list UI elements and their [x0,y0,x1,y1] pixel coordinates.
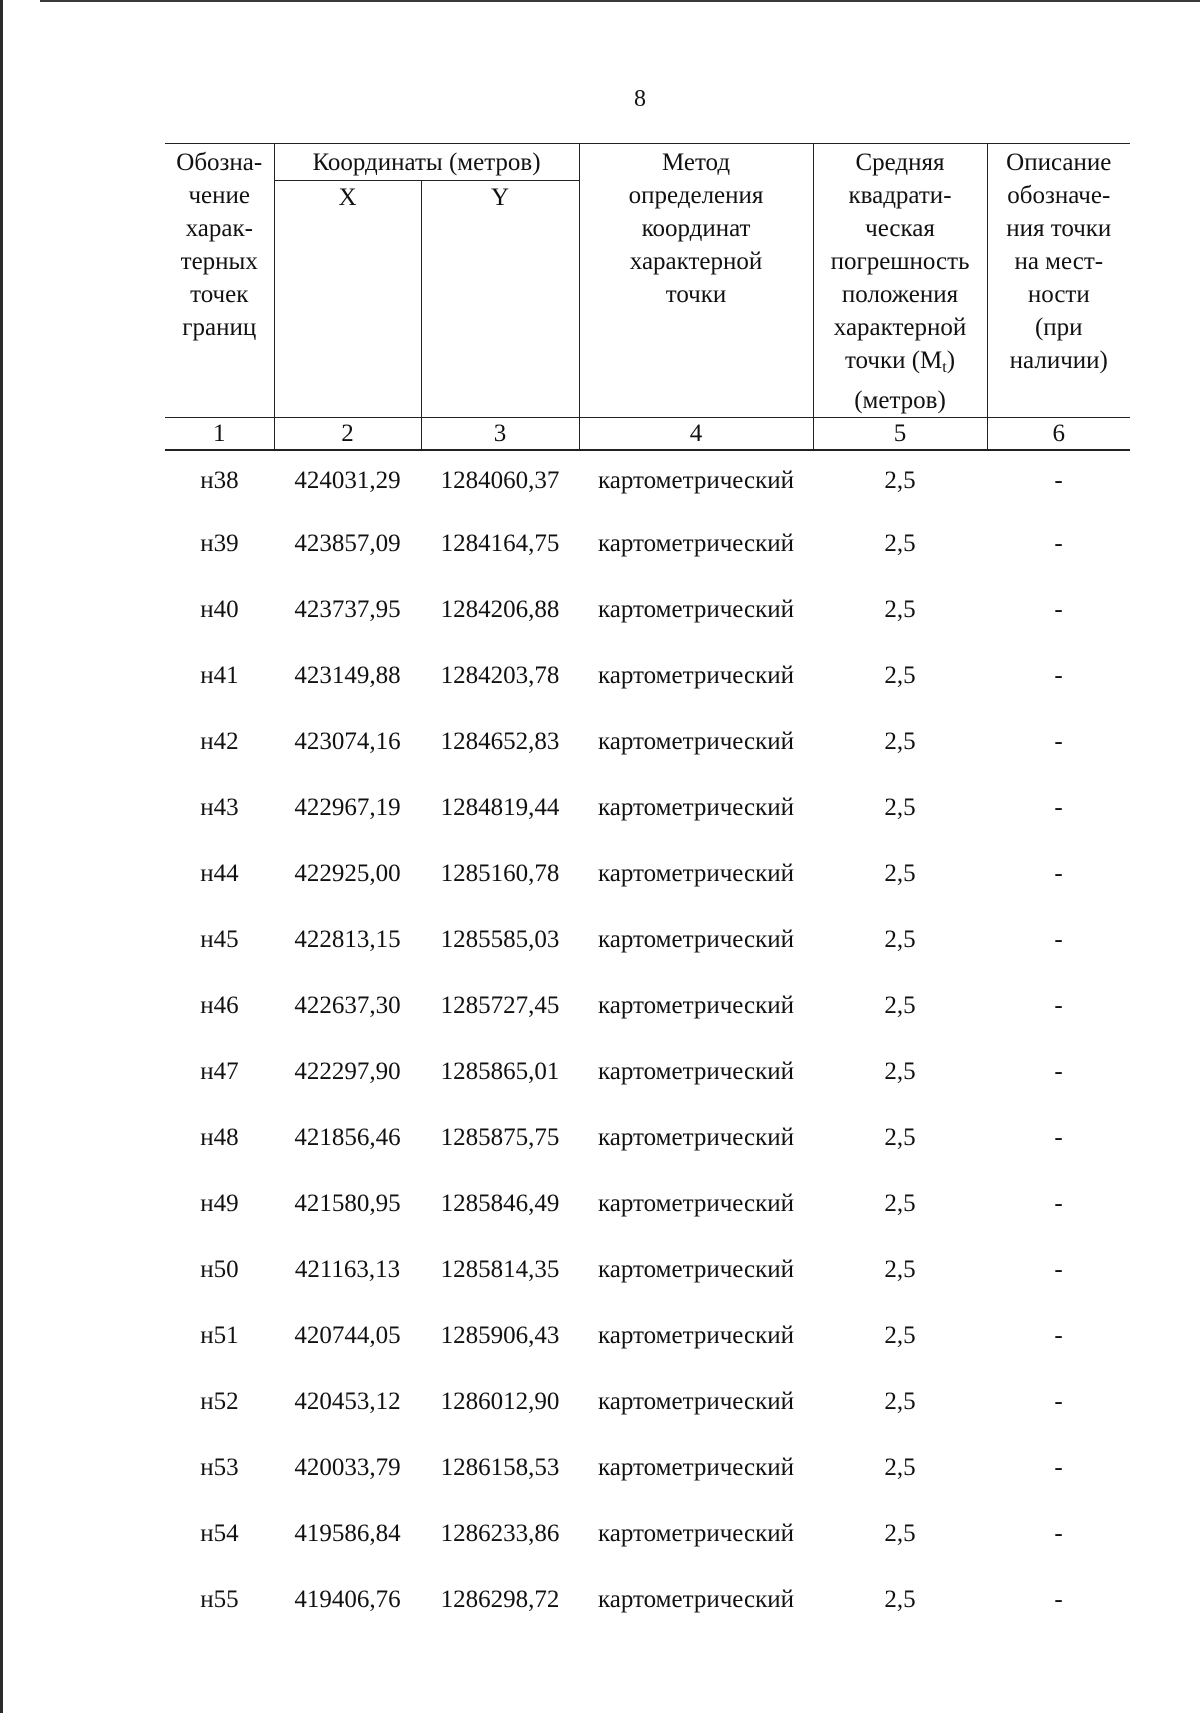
table-row [165,907,1130,973]
description-cell: - [1054,992,1063,1019]
column-number: 6 [987,418,1130,451]
error-cell: 2,5 [884,860,916,887]
coordinate-y-cell: 1284206,88 [440,596,560,623]
point-id-cell: н42 [200,728,239,755]
error-cell: 2,5 [884,1586,916,1613]
point-id-cell: н50 [200,1256,239,1283]
scan-top-edge [40,0,1200,2]
coordinate-y-cell: 1285875,75 [440,1124,560,1151]
error-cell: 2,5 [884,1190,916,1217]
method-cell: картометрический [598,467,794,494]
method-cell: картометрический [598,1388,794,1415]
error-cell: 2,5 [884,1388,916,1415]
description-cell: - [1054,1520,1063,1547]
method-cell: картометрический [598,1586,794,1613]
error-cell: 2,5 [884,662,916,689]
point-id-cell: н49 [200,1190,239,1217]
coordinate-y-cell: 1285814,35 [440,1256,560,1283]
point-id-cell: н55 [200,1586,239,1613]
method-cell: картометрический [598,992,794,1019]
coordinate-y-cell: 1285160,78 [440,860,560,887]
description-cell: - [1054,467,1063,494]
table-row [165,1105,1130,1171]
point-id-cell: н44 [200,860,239,887]
description-cell: - [1054,728,1063,755]
error-cell: 2,5 [884,926,916,953]
coordinate-y-cell: 1284203,78 [440,662,560,689]
table-row [165,1435,1130,1501]
table-row [165,1039,1130,1105]
table-row [165,1369,1130,1435]
coordinate-x-cell: 421580,95 [294,1190,401,1217]
coordinate-x-cell: 422813,15 [294,926,401,953]
header-y: Y [421,180,579,417]
column-number-row [165,418,1130,451]
description-cell: - [1054,1256,1063,1283]
point-id-cell: н45 [200,926,239,953]
method-cell: картометрический [598,1454,794,1481]
table-row [165,709,1130,775]
coordinate-y-cell: 1285865,01 [440,1058,560,1085]
coordinate-x-cell: 420453,12 [294,1388,401,1415]
coordinate-y-cell: 1284164,75 [440,530,560,557]
table-row [165,643,1130,709]
coordinate-y-cell: 1285727,45 [440,992,560,1019]
description-cell: - [1054,530,1063,557]
method-cell: картометрический [598,1058,794,1085]
method-cell: картометрический [598,662,794,689]
error-cell: 2,5 [884,1454,916,1481]
point-id-cell: н41 [200,662,239,689]
coordinate-x-cell: 422637,30 [294,992,401,1019]
coordinate-y-cell: 1286298,72 [440,1586,560,1613]
description-cell: - [1054,662,1063,689]
description-cell: - [1054,794,1063,821]
table-row [165,450,1130,511]
description-cell: - [1054,1190,1063,1217]
coordinate-x-cell: 420744,05 [294,1322,401,1349]
coordinate-x-cell: 421163,13 [294,1256,401,1283]
method-cell: картометрический [598,1124,794,1151]
point-id-cell: н48 [200,1124,239,1151]
column-number: 1 [165,418,274,451]
coordinate-y-cell: 1284819,44 [440,794,560,821]
method-cell: картометрический [598,1190,794,1217]
error-cell: 2,5 [884,596,916,623]
description-cell: - [1054,1124,1063,1151]
coordinate-x-cell: 422925,00 [294,860,401,887]
method-cell: картометрический [598,794,794,821]
coordinate-x-cell: 423857,09 [294,530,401,557]
coordinate-x-cell: 422967,19 [294,794,401,821]
header-point-designation: Обозна- чение харак- терных точек границ [165,144,274,418]
coordinate-x-cell: 423074,16 [294,728,401,755]
column-number: 2 [274,418,421,451]
coordinate-x-cell: 419586,84 [294,1520,401,1547]
description-cell: - [1054,1058,1063,1085]
error-cell: 2,5 [884,467,916,494]
table-row [165,1567,1130,1633]
point-id-cell: н43 [200,794,239,821]
method-cell: картометрический [598,1256,794,1283]
table-row [165,1501,1130,1567]
table-row [165,1237,1130,1303]
coordinate-y-cell: 1285585,03 [440,926,560,953]
description-cell: - [1054,596,1063,623]
coordinate-x-cell: 424031,29 [294,467,401,494]
coordinates-table [165,143,1130,1633]
description-cell: - [1054,1586,1063,1613]
table-row [165,775,1130,841]
point-id-cell: н52 [200,1388,239,1415]
error-cell: 2,5 [884,530,916,557]
point-id-cell: н46 [200,992,239,1019]
scan-left-edge [0,0,3,1713]
point-id-cell: н53 [200,1454,239,1481]
point-id-cell: н39 [200,530,239,557]
method-cell: картометрический [598,1322,794,1349]
error-cell: 2,5 [884,992,916,1019]
coordinate-y-cell: 1286233,86 [440,1520,560,1547]
header-method: Метод определения координат характерной точки [579,144,813,418]
method-cell: картометрический [598,596,794,623]
coordinate-x-cell: 421856,46 [294,1124,401,1151]
error-cell: 2,5 [884,728,916,755]
coordinate-x-cell: 423149,88 [294,662,401,689]
point-id-cell: н40 [200,596,239,623]
header-description: Описание обозначе- ния точки на мест- ности (при наличии) [987,144,1130,418]
coordinate-y-cell: 1285906,43 [440,1322,560,1349]
header-row [165,144,1130,181]
table-row [165,841,1130,907]
header-coordinates-group: Координаты (метров) [274,144,579,181]
error-cell: 2,5 [884,1520,916,1547]
coordinate-y-cell: 1286158,53 [440,1454,560,1481]
table-row [165,1171,1130,1237]
error-cell: 2,5 [884,1124,916,1151]
error-cell: 2,5 [884,1322,916,1349]
page-number: 8 [634,86,646,112]
column-number: 4 [579,418,813,451]
description-cell: - [1054,926,1063,953]
coordinate-x-cell: 419406,76 [294,1586,401,1613]
point-id-cell: н38 [200,467,239,494]
header-x: X [274,180,421,417]
coordinate-y-cell: 1284060,37 [440,467,560,494]
coordinate-x-cell: 420033,79 [294,1454,401,1481]
method-cell: картометрический [598,860,794,887]
coordinate-x-cell: 422297,90 [294,1058,401,1085]
table-row [165,511,1130,577]
column-number: 5 [813,418,987,451]
error-cell: 2,5 [884,794,916,821]
error-cell: 2,5 [884,1256,916,1283]
point-id-cell: н54 [200,1520,239,1547]
method-cell: картометрический [598,728,794,755]
coordinate-x-cell: 423737,95 [294,596,401,623]
description-cell: - [1054,1388,1063,1415]
error-cell: 2,5 [884,1058,916,1085]
method-cell: картометрический [598,1520,794,1547]
point-id-cell: н51 [200,1322,239,1349]
method-cell: картометрический [598,530,794,557]
header-mean-square-error: Средняя квадрати- ческая погрешность положения характерной точки (Mt) (метров) [813,144,987,418]
coordinate-y-cell: 1284652,83 [440,728,560,755]
description-cell: - [1054,860,1063,887]
description-cell: - [1054,1454,1063,1481]
table-row [165,1303,1130,1369]
coordinate-y-cell: 1286012,90 [440,1388,560,1415]
column-number: 3 [421,418,579,451]
description-cell: - [1054,1322,1063,1349]
coordinate-y-cell: 1285846,49 [440,1190,560,1217]
table-row [165,973,1130,1039]
table-row [165,577,1130,643]
method-cell: картометрический [598,926,794,953]
point-id-cell: н47 [200,1058,239,1085]
